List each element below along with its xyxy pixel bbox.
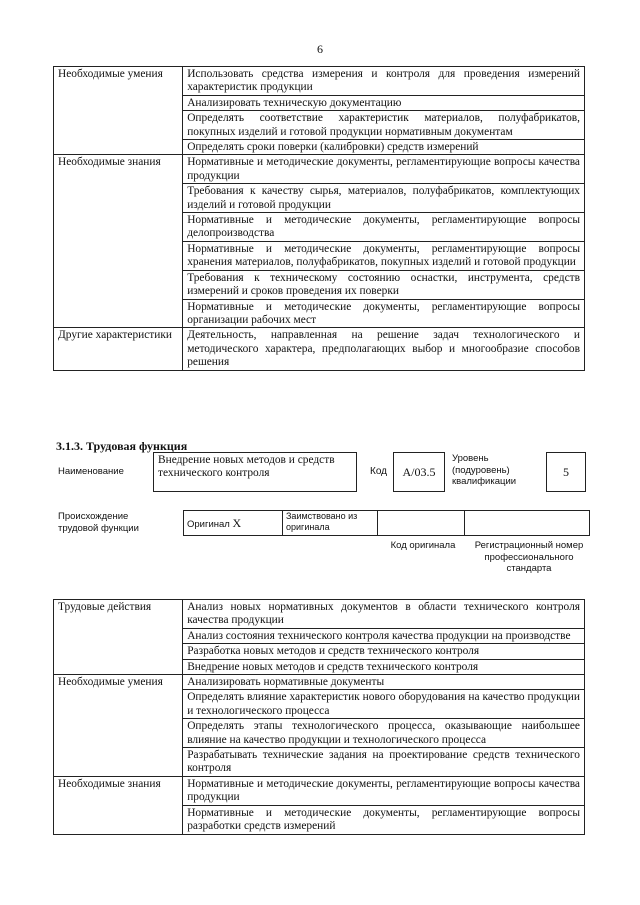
origin-table [183,510,590,536]
level-label: Уровень (подуровень) квалификации [452,453,517,487]
origin-label: Происхождение трудовой функции [58,511,139,534]
row-item: Анализ новых нормативных документов в области технического контроля качества продукции [183,600,585,629]
table-row [54,67,585,96]
row-item: Определять сроки поверки (калибровки) средств измерений [183,140,585,155]
row-item: Анализировать нормативные документы [183,675,585,690]
function-name-box: Внедрение новых методов и средств технического контроля [153,452,357,492]
row-item: Внедрение новых методов и средств технического контроля [183,659,585,674]
row-item: Требования к качеству сырья, материалов, полуфабрикатов, комплектующих изделий и готовой продукции [183,184,585,213]
code-label: Код [370,466,388,477]
code-value-box: А/03.5 [393,452,445,492]
row-label: Необходимые знания [54,155,183,328]
row-label: Другие характеристики [54,328,183,370]
row-item: Анализ состояния технического контроля качества продукции на производстве [183,628,585,643]
table-row [54,328,585,370]
row-label: Необходимые умения [54,67,183,155]
requirements-table-2 [53,599,585,835]
row-item: Нормативные и методические документы, регламентирующие вопросы хранения материалов, полуфабрикатов, покупных изделий и готовой продукции [183,241,585,270]
borrowed-cell: Заимствовано из оригинала [283,511,378,536]
table-row [54,776,585,805]
row-label: Необходимые умения [54,675,183,777]
table-row [54,155,585,184]
row-item: Деятельность, направленная на решение задач технологического и методического характера, предполагающих выбор и многообразие способов решения [183,328,585,370]
row-item: Нормативные и методические документы, регламентирующие вопросы разработки средств измерений [183,805,585,834]
row-item: Нормативные и методические документы, регламентирующие вопросы качества продукции [183,776,585,805]
table-row [54,675,585,690]
row-label: Необходимые знания [54,776,183,834]
name-label: Наименование [58,466,124,477]
row-item: Определять влияние характеристик нового оборудования на качество продукции и технологического процесса [183,690,585,719]
reg-number-cell [465,511,590,536]
level-value-box: 5 [546,452,586,492]
reg-number-caption: Регистрационный номер профессионального стандарта [474,540,584,574]
row-item: Нормативные и методические документы, регламентирующие вопросы качества продукции [183,155,585,184]
row-label: Трудовые действия [54,600,183,675]
original-cell: Оригинал X [184,511,283,536]
row-item: Нормативные и методические документы, регламентирующие вопросы организации рабочих мест [183,299,585,328]
code-original-caption: Код оригинала [390,540,456,551]
row-item: Использовать средства измерения и контроля для проведения измерений характеристик продукции [183,67,585,96]
code-original-cell [378,511,465,536]
section-title: 3.1.3. Трудовая функция [56,439,188,453]
row-item: Разработка новых методов и средств технического контроля [183,644,585,659]
row-item: Разрабатывать технические задания на проектирование средств технического контроля [183,748,585,777]
original-mark: X [232,515,242,530]
row-item: Требования к техническому состоянию оснастки, инструмента, средств измерений и сроков проведения их поверки [183,270,585,299]
row-item: Определять этапы технологического процесса, оказывающие наибольшее влияние на качество продукции и технологического процесса [183,719,585,748]
page-number: 6 [317,42,323,56]
row-item: Определять соответствие характеристик материалов, полуфабрикатов, покупных изделий и готовой продукции нормативным документам [183,111,585,140]
table-row [54,600,585,629]
requirements-table-1 [53,66,585,371]
row-item: Анализировать техническую документацию [183,95,585,110]
row-item: Нормативные и методические документы, регламентирующие вопросы делопроизводства [183,213,585,242]
